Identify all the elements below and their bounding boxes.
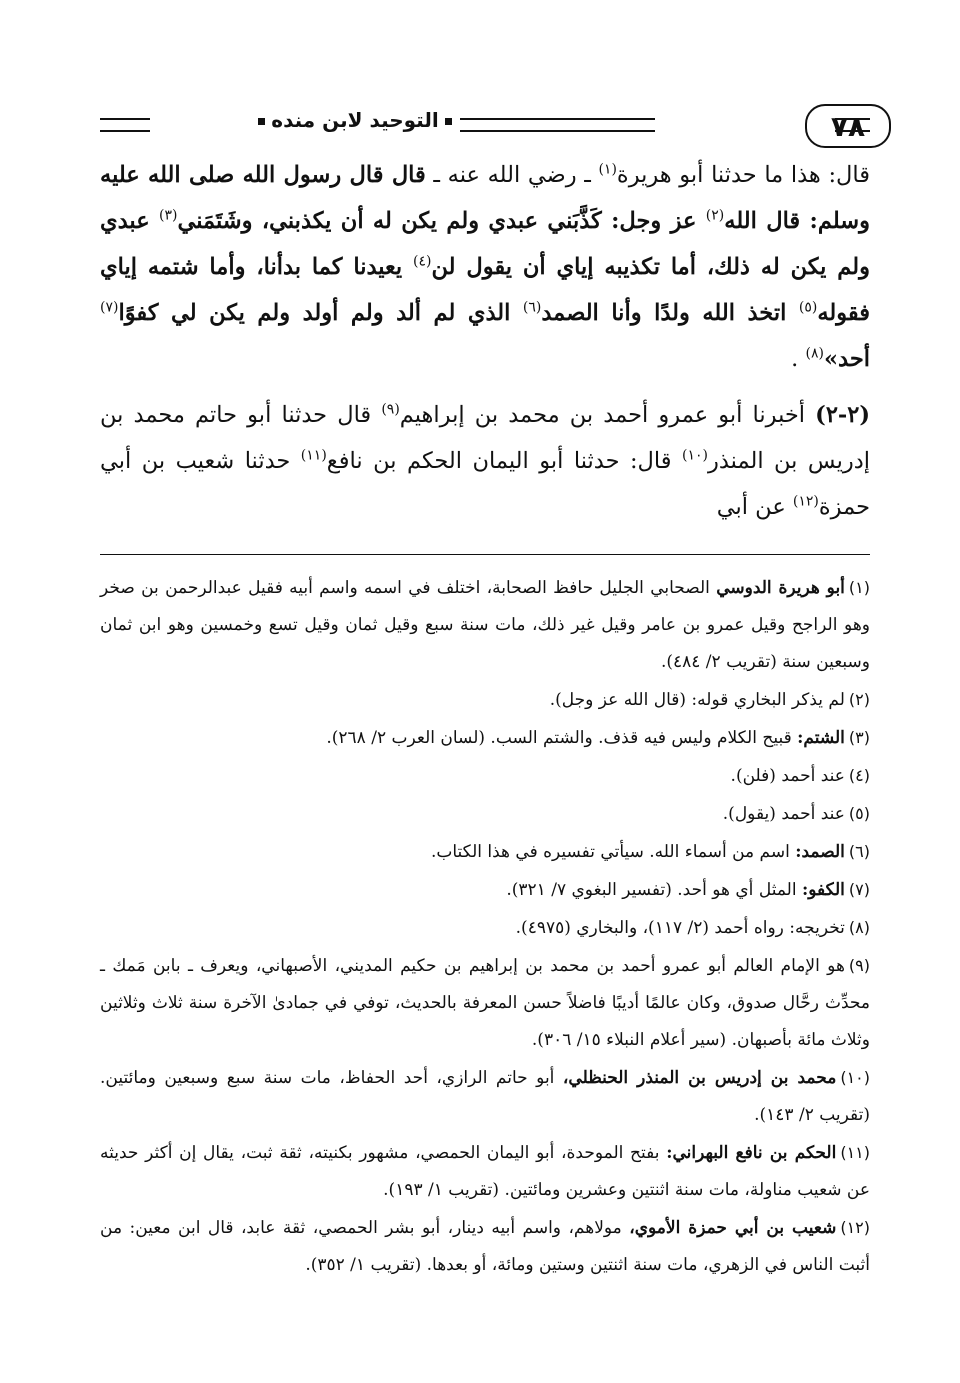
footnote-term: شعيب بن أبي حمزة الأموي، [629,1218,837,1238]
footnote-divider [100,554,870,555]
footnote-number: (٧) [848,880,870,899]
footnote-ref: (٢) [705,207,725,224]
footnote [100,795,870,833]
text-run: قال حدثنا أبو حاتم محمد بن إدريس بن المنذر [100,402,870,474]
text-run: عبدي ولم يكن له ذلك، أما تكذيبه إياي أن يقول لن [100,208,870,280]
footnote-number: (٩) [848,956,870,975]
footnote-term: محمد بن إدريس بن المنذر الحنظلي، [562,1068,837,1088]
footnote [100,947,870,1059]
text-run: أحد» [823,346,870,372]
footnote-number: (١١) [840,1143,870,1162]
footnote [100,681,870,719]
text-run: حدثنا شعيب بن أبي حمزة [100,448,870,520]
page-number: ٧٨ [805,104,891,148]
footnote-number: (٨) [848,918,870,937]
footnote-text: عند أحمد (فلن). [730,766,845,786]
footnote-ref: (١٠) [682,447,708,464]
hadith-paragraph-2 [100,392,870,530]
footnote [100,1134,870,1209]
hadith-number: (٢-٢) [815,402,870,428]
footnote-ref: (٦) [522,299,542,316]
text-run: الذي لم ألد ولم أولد ولم يكن لي كفوًا [118,300,523,326]
text-run: عز وجل: كَذَّبَني عبدي ولم يكن له أن يكذبني، وشَتَمَني [177,208,706,234]
footnote-text: لم يذكر البخاري قوله: (قال الله عز وجل). [549,690,845,710]
footnote-term: الصمد: [795,842,845,862]
text-run: قال: حدثنا أبو اليمان الحكم بن نافع [326,448,682,474]
footnote [100,1209,870,1284]
footnote-number: (٤) [848,766,870,785]
footnote-ref: (٩) [381,401,400,418]
footnote-text: أبو حاتم الرازي، أحد الحفاظ، مات سنة سبع وسبعين ومائتين. (تقريب ٢/ ١٤٣). [100,1068,870,1125]
page-header [100,100,870,152]
footnote-number: (٦) [848,842,870,861]
footnote [100,871,870,909]
footnote [100,1059,870,1134]
footnotes [100,569,870,1284]
footnote-number: (٢) [848,690,870,709]
footnote-ref: (٤) [413,253,432,270]
footnote-ref: (١٢) [792,493,819,510]
footnote-term: أبو هريرة الدوسي [716,578,845,598]
text-run: . [791,346,806,372]
footnote-number: (١) [848,578,870,597]
book-page [100,100,870,1284]
footnote-text: المثل أي هو أحد. (تفسير البغوي ٧/ ٣٢١). [506,880,802,900]
footnote-term: الكفو: [801,880,845,900]
footnote-term: الحكم بن نافع البهراني: [666,1143,837,1163]
footnote-text: تخريجه: رواه أحمد (٢/ ١١٧)، والبخاري (٤٩٧٥). [515,918,845,938]
header-rule [835,118,870,132]
text-run: أخبرنا أبو عمرو أحمد بن محمد بن إبراهيم [399,402,816,428]
header-rule [100,118,150,132]
text-run: قال قال رسول الله صلى الله عليه وسلم: قال الله [100,162,870,234]
footnote-number: (١٠) [840,1068,870,1087]
text-run: ـ رضي الله عنه ـ [425,162,599,188]
footnote-ref: (١١) [300,447,327,464]
main-text [100,152,870,530]
text-run: اتخذ الله ولدًا وأنا الصمد [541,300,799,326]
footnote-ref: (١) [598,161,617,178]
square-ornament-icon [445,118,452,125]
footnote-text: اسم من أسماء الله. سيأتي تفسيره في هذا الكتاب. [430,842,796,862]
footnote-number: (٥) [848,804,870,823]
footnote-number: (٣) [848,728,870,747]
text-run: قال: هذا ما حدثنا أبو هريرة [616,162,870,188]
hadith-paragraph-1 [100,152,870,382]
text-run: عن أبي [716,494,793,520]
footnote-ref: (٧) [100,299,119,316]
footnote-text: الصحابي الجليل حافظ الصحابة، اختلف في اسمه واسم أبيه فقيل عبدالرحمن بن صخر وهو الراجح وقيل عمرو بن عامر وقيل غير ذلك، مات سنة سبع وقيل ثمان وقيل تسع وخمسين وهو ابن ثمان وسبعين سنة (تقريب ٢/ ٤٨٤). [100,578,870,672]
footnote-ref: (٣) [159,207,178,224]
footnote-text: مولاهم، واسم أبيه دينار، أبو بشر الحمصي، ثقة عابد، قال ابن معين: من أثبت الناس في الزهري، مات سنة اثنتين وستين ومائة، أو بعدها. (تقريب ١/ ٣٥٢). [100,1218,870,1275]
text-run: يعيدنا كما بدأنا، وأما شتمه إياي فقوله [100,254,870,326]
footnote [100,569,870,681]
book-title: التوحيد لابن منده [271,108,439,132]
footnote [100,719,870,757]
footnote [100,757,870,795]
footnote-term: الشتم: [797,728,845,748]
footnote-ref: (٨) [805,345,824,362]
footnote [100,909,870,947]
footnote [100,833,870,871]
square-ornament-icon [258,118,265,125]
footnote-ref: (٥) [798,299,818,316]
footnote-number: (١٢) [840,1218,871,1237]
running-title [250,108,460,132]
footnote-text: عند أحمد (يقول). [722,804,845,824]
footnote-text: قبيح الكلام وليس فيه قذف. والشتم السب. (لسان العرب ٢/ ٢٦٨). [326,728,798,748]
footnote-text: بفتح الموحدة، أبو اليمان الحمصي، مشهور بكنيته، ثقة ثبت، يقال إن أكثر حديثه عن شعيب مناولة، مات سنة اثنتين وعشرين ومائتين. (تقريب ١/ ١٩٣). [100,1143,870,1200]
footnote-text: هو الإمام العالم أبو عمرو أحمد بن محمد بن إبراهيم بن حكيم المديني، الأصبهاني، ويعرف ـ بابن مَمك ـ محدِّث رحَّال صدوق، وكان عالمًا أديبًا فاضلاً حسن المعرفة بالحديث، توفي في جمادىٰ الآخرة سنة ثلاث وثلاثين وثلاث مائة بأصبهان. (سير أعلام النبلاء ١٥/ ٣٠٦). [100,956,870,1050]
